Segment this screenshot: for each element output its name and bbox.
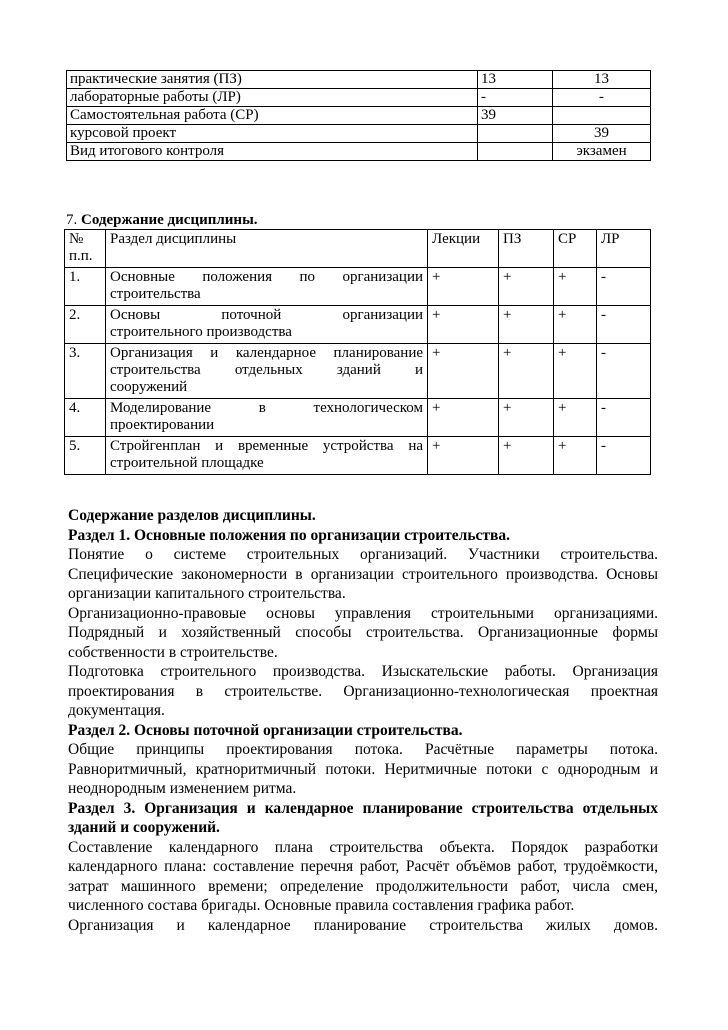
section-3-title: Раздел 3. Организация и календарное планирование строительства отдельных зданий и сооружений. [68, 799, 658, 836]
header-lectures: Лекции [428, 230, 499, 268]
row-lr: - [597, 399, 651, 437]
row-section [106, 306, 428, 344]
row-lr: - [597, 437, 651, 475]
row-name: Самостоятельная работа (СР) [67, 107, 478, 125]
header-sr: СР [554, 230, 597, 268]
row-sr: + [554, 268, 597, 306]
row-section [106, 344, 428, 399]
row-lectures: + [428, 399, 499, 437]
section-2-paragraph: Общие принципы проектирования потока. Расчётные параметры потока. Равноритмичный, кратноритмичный потоки. Неритмичные потоки с однородным и неоднородным изменением ритма. [68, 741, 658, 797]
table-row [65, 437, 651, 475]
row-num: 3. [65, 344, 106, 399]
section-title: Содержание дисциплины. [81, 212, 258, 228]
section-7-heading [66, 211, 258, 229]
section-1-paragraph: Подготовка строительного производства. Изыскательские работы. Организация проектирования в строительстве. Организационно-технологическая проектная документация. [68, 663, 658, 719]
row-pz: + [499, 399, 554, 437]
row-pz: + [499, 268, 554, 306]
row-col2 [478, 125, 553, 143]
header-pz: ПЗ [499, 230, 554, 268]
header-section: Раздел дисциплины [106, 230, 428, 268]
table-row [65, 399, 651, 437]
row-lectures: + [428, 268, 499, 306]
row-num: 5. [65, 437, 106, 475]
header-num-line2: п.п. [69, 248, 93, 264]
section-2-title: Раздел 2. Основы поточной организации строительства. [68, 721, 463, 739]
row-lr: - [597, 268, 651, 306]
row-section-line: строительной площадке [110, 455, 264, 471]
row-col2 [478, 143, 553, 161]
section-contents-text [68, 506, 658, 935]
row-num: 4. [65, 399, 106, 437]
section-1-paragraph: Понятие о системе строительных организаций. Участники строительства. Специфические закономерности в организации строительного производства. Основы организации капитального строительства. [68, 546, 658, 602]
row-col2: 13 [478, 71, 553, 89]
row-col2: - [478, 89, 553, 107]
row-col3: - [553, 89, 651, 107]
row-section-line: Моделирование в технологическом [110, 400, 423, 416]
row-col2: 39 [478, 107, 553, 125]
row-name: лабораторные работы (ЛР) [67, 89, 478, 107]
table-header-row [65, 230, 651, 268]
discipline-contents-table [64, 229, 651, 475]
row-section-line: проектировании [110, 417, 215, 433]
row-lr: - [597, 344, 651, 399]
row-num: 1. [65, 268, 106, 306]
table-row [65, 344, 651, 399]
table-row [67, 107, 651, 125]
row-section [106, 437, 428, 475]
row-pz: + [499, 344, 554, 399]
table-row [67, 89, 651, 107]
row-lectures: + [428, 344, 499, 399]
table-row [67, 143, 651, 161]
row-pz: + [499, 306, 554, 344]
row-section-line: Организация и календарное планирование [110, 345, 423, 361]
row-num: 2. [65, 306, 106, 344]
row-lr: - [597, 306, 651, 344]
row-section-line: сооружений [110, 379, 188, 395]
section-1-title: Раздел 1. Основные положения по организации строительства. [68, 526, 510, 544]
row-section-line: строительства [110, 286, 201, 302]
row-col3: 13 [553, 71, 651, 89]
section-3-paragraph: Составление календарного плана строительства объекта. Порядок разработки календарного плана: составление перечня работ, Расчёт объёмов работ, трудоёмкости, затрат машинного времени; определение продолжительности работ, числа смен, численного состава бригады. Основные правила составления графика работ. [68, 838, 658, 914]
header-lr: ЛР [597, 230, 651, 268]
row-lectures: + [428, 306, 499, 344]
row-sr: + [554, 344, 597, 399]
row-section-line: Стройгенплан и временные устройства на [110, 438, 423, 454]
row-section-line: Основы поточной организации [110, 307, 423, 323]
header-num [65, 230, 106, 268]
row-section-line: строительного производства [110, 324, 292, 340]
row-section [106, 268, 428, 306]
row-name: Вид итогового контроля [67, 143, 478, 161]
row-name: курсовой проект [67, 125, 478, 143]
row-col3 [553, 107, 651, 125]
row-section-line: Основные положения по организации [110, 269, 423, 285]
header-num-line1: № [69, 231, 84, 247]
section-3-paragraph: Организация и календарное планирование строительства жилых домов. [68, 916, 658, 934]
row-pz: + [499, 437, 554, 475]
row-col3: экзамен [553, 143, 651, 161]
section-1-paragraph: Организационно-правовые основы управления строительными организациями. Подрядный и хозяйственный способы строительства. Организационные формы собственности в строительстве. [68, 604, 658, 661]
table-row [65, 306, 651, 344]
row-section [106, 399, 428, 437]
row-lectures: + [428, 437, 499, 475]
table-row [65, 268, 651, 306]
row-sr: + [554, 399, 597, 437]
contents-heading: Содержание разделов дисциплины. [68, 507, 316, 524]
row-col3: 39 [553, 125, 651, 143]
row-name: практические занятия (ПЗ) [67, 71, 478, 89]
row-sr: + [554, 306, 597, 344]
hours-table [66, 70, 651, 161]
hours-table-body [67, 71, 651, 161]
row-sr: + [554, 437, 597, 475]
section-number: 7. [66, 212, 78, 228]
row-section-line: строительства отдельных зданий и [110, 362, 423, 378]
table-row [67, 71, 651, 89]
table-row [67, 125, 651, 143]
